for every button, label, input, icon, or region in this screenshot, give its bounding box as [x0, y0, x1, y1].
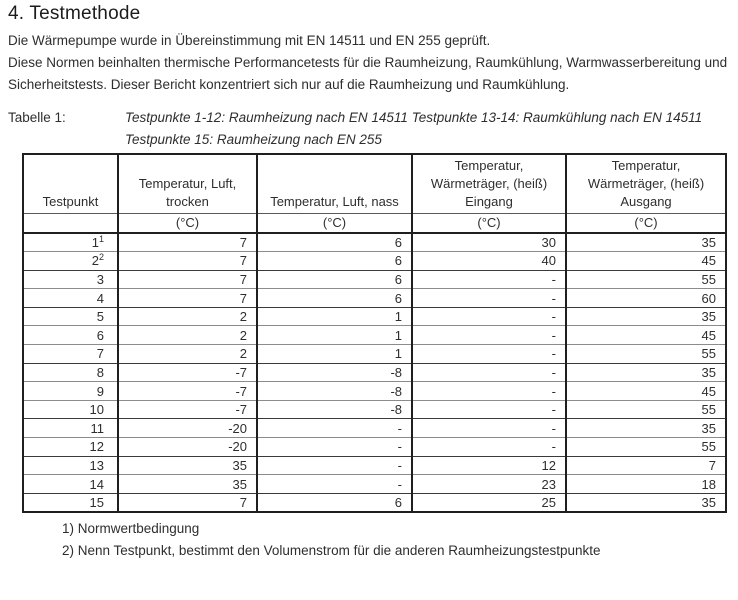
- cell-luft-nass: -8: [257, 400, 412, 419]
- cell-luft-nass: 6: [257, 252, 412, 271]
- cell-luft-nass: -: [257, 475, 412, 494]
- col-header-luft-trocken: Temperatur, Luft, trocken: [118, 154, 257, 214]
- caption-line: Testpunkte 15: Raumheizung nach EN 255: [125, 132, 382, 147]
- cell-eingang: -: [412, 270, 566, 289]
- cell-luft-trocken: -7: [118, 400, 257, 419]
- cell-luft-nass: 1: [257, 326, 412, 345]
- cell-ausgang: 45: [566, 252, 726, 271]
- cell-luft-trocken: 35: [118, 456, 257, 475]
- cell-luft-trocken: 2: [118, 345, 257, 364]
- cell-ausgang: 60: [566, 289, 726, 308]
- cell-luft-nass: 1: [257, 307, 412, 326]
- cell-eingang: 30: [412, 233, 566, 252]
- col-header-waermetraeger-eingang: Temperatur, Wärmeträger, (heiß) Eingang: [412, 154, 566, 214]
- cell-eingang: -: [412, 326, 566, 345]
- cell-eingang: 25: [412, 493, 566, 512]
- cell-testpunkt: [23, 475, 118, 494]
- unit-cell: [23, 214, 118, 234]
- cell-testpunkt: [23, 270, 118, 289]
- testpunkt-number: 1: [91, 235, 99, 251]
- cell-luft-nass: -: [257, 419, 412, 438]
- col-header-waermetraeger-ausgang: Temperatur, Wärmeträger, (heiß) Ausgang: [566, 154, 726, 214]
- cell-luft-trocken: 7: [118, 233, 257, 252]
- table-caption: [8, 107, 730, 151]
- cell-testpunkt: [23, 493, 118, 512]
- table-row: [23, 252, 726, 271]
- cell-luft-trocken: 7: [118, 493, 257, 512]
- testpunkt-number: 15: [89, 494, 104, 510]
- cell-eingang: -: [412, 307, 566, 326]
- cell-ausgang: 35: [566, 419, 726, 438]
- cell-ausgang: 35: [566, 307, 726, 326]
- cell-luft-nass: 6: [257, 233, 412, 252]
- footnote-marker: 1: [98, 234, 104, 245]
- cell-ausgang: 55: [566, 438, 726, 457]
- cell-ausgang: 55: [566, 345, 726, 364]
- caption-line: Testpunkte 1-12: Raumheizung nach EN 14511: [125, 110, 408, 125]
- cell-luft-nass: -8: [257, 363, 412, 382]
- cell-eingang: -: [412, 345, 566, 364]
- cell-luft-trocken: 2: [118, 307, 257, 326]
- testpunkt-number: 6: [96, 327, 104, 343]
- cell-ausgang: 35: [566, 493, 726, 512]
- table-caption-lines: [125, 107, 730, 151]
- footnotes: [62, 518, 730, 562]
- testpunkt-number: 8: [96, 364, 104, 380]
- cell-testpunkt: [23, 400, 118, 419]
- cell-luft-trocken: -7: [118, 382, 257, 401]
- cell-testpunkt: [23, 307, 118, 326]
- table-row: [23, 233, 726, 252]
- caption-line: Testpunkte 13-14: Raumkühlung nach EN 14511: [411, 110, 703, 125]
- section-title: 4. Testmethode: [8, 3, 141, 24]
- cell-luft-trocken: -20: [118, 438, 257, 457]
- table-row: [23, 438, 726, 457]
- cell-testpunkt: [23, 252, 118, 271]
- cell-ausgang: 55: [566, 400, 726, 419]
- cell-ausgang: 35: [566, 363, 726, 382]
- table-row: [23, 475, 726, 494]
- intro-paragraph: Diese Normen beinhalten thermische Performancetests für die Raumheizung, Raumkühlung, Warmwasserbereitung und Sicherheitstests. Dieser Bericht konzentriert sich nur auf die Raumheizung und Raumkühlung.: [8, 55, 728, 92]
- intro-line-1: Die Wärmepumpe wurde in Übereinstimmung mit EN 14511 und EN 255 geprüft.: [8, 33, 491, 48]
- testpunkt-number: 11: [90, 420, 104, 436]
- table-row: [23, 363, 726, 382]
- testpunkt-number: 5: [96, 309, 104, 325]
- table-row: [23, 345, 726, 364]
- col-header-testpunkt: Testpunkt: [23, 154, 118, 214]
- cell-ausgang: 35: [566, 233, 726, 252]
- test-points-table: [22, 153, 727, 513]
- unit-cell: (°C): [566, 214, 726, 234]
- cell-testpunkt: [23, 456, 118, 475]
- cell-luft-trocken: 7: [118, 289, 257, 308]
- testpunkt-number: 2: [91, 253, 99, 269]
- cell-luft-nass: -: [257, 456, 412, 475]
- testpunkt-number: 9: [96, 383, 104, 399]
- footnote-marker: 2: [98, 252, 104, 263]
- cell-eingang: -: [412, 419, 566, 438]
- testpunkt-number: 14: [89, 476, 104, 492]
- cell-luft-trocken: -20: [118, 419, 257, 438]
- cell-ausgang: 7: [566, 456, 726, 475]
- cell-luft-nass: -8: [257, 382, 412, 401]
- cell-luft-nass: 6: [257, 493, 412, 512]
- testpunkt-number: 13: [89, 457, 104, 473]
- testpunkt-number: 3: [96, 271, 104, 287]
- table-caption-label: Tabelle 1:: [8, 110, 66, 125]
- table-row: [23, 456, 726, 475]
- cell-luft-trocken: 2: [118, 326, 257, 345]
- testpunkt-number: 4: [96, 290, 104, 306]
- table-row: [23, 289, 726, 308]
- cell-testpunkt: [23, 363, 118, 382]
- cell-testpunkt: [23, 419, 118, 438]
- footnote-1: 1) Normwertbedingung: [62, 520, 200, 536]
- cell-luft-nass: 1: [257, 345, 412, 364]
- cell-luft-nass: -: [257, 438, 412, 457]
- table-row: [23, 400, 726, 419]
- cell-testpunkt: [23, 345, 118, 364]
- cell-luft-trocken: 7: [118, 270, 257, 289]
- cell-eingang: 23: [412, 475, 566, 494]
- cell-eingang: -: [412, 382, 566, 401]
- cell-testpunkt: [23, 382, 118, 401]
- table-row: [23, 326, 726, 345]
- cell-eingang: -: [412, 400, 566, 419]
- cell-luft-nass: 6: [257, 270, 412, 289]
- cell-luft-nass: 6: [257, 289, 412, 308]
- unit-cell: (°C): [118, 214, 257, 234]
- col-header-luft-nass: Temperatur, Luft, nass: [257, 154, 412, 214]
- cell-ausgang: 45: [566, 326, 726, 345]
- testpunkt-number: 10: [89, 402, 104, 418]
- cell-eingang: -: [412, 363, 566, 382]
- table-row: [23, 493, 726, 512]
- cell-testpunkt: [23, 438, 118, 457]
- cell-eingang: 12: [412, 456, 566, 475]
- cell-luft-trocken: -7: [118, 363, 257, 382]
- testpunkt-number: 7: [96, 346, 104, 362]
- cell-eingang: -: [412, 289, 566, 308]
- table-row: [23, 270, 726, 289]
- testpunkt-number: 12: [89, 439, 104, 455]
- cell-testpunkt: [23, 233, 118, 252]
- table-header-row: [23, 154, 726, 214]
- cell-eingang: 40: [412, 252, 566, 271]
- unit-cell: (°C): [257, 214, 412, 234]
- cell-ausgang: 45: [566, 382, 726, 401]
- unit-cell: (°C): [412, 214, 566, 234]
- cell-testpunkt: [23, 326, 118, 345]
- table-unit-row: [23, 214, 726, 234]
- cell-ausgang: 18: [566, 475, 726, 494]
- footnote-2: 2) Nenn Testpunkt, bestimmt den Volumenstrom für die anderen Raumheizungstestpunkte: [62, 542, 601, 558]
- table-row: [23, 382, 726, 401]
- table-row: [23, 419, 726, 438]
- intro-text: [8, 30, 730, 96]
- table-row: [23, 307, 726, 326]
- cell-testpunkt: [23, 289, 118, 308]
- cell-ausgang: 55: [566, 270, 726, 289]
- cell-eingang: -: [412, 438, 566, 457]
- cell-luft-trocken: 7: [118, 252, 257, 271]
- cell-luft-trocken: 35: [118, 475, 257, 494]
